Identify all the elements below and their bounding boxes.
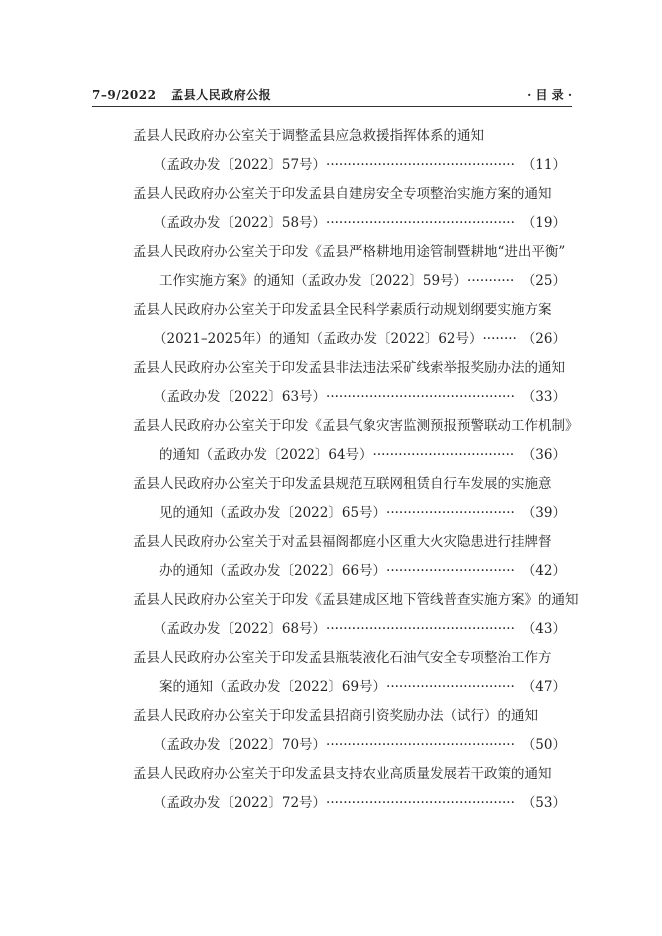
toc-entry[interactable]: [0, 127, 662, 185]
toc-entry[interactable]: [0, 765, 662, 823]
entry-doc-number: 工作实施方案》的通知（孟政办发〔2022〕59号）: [159, 273, 468, 289]
entry-page-number: （26）: [521, 331, 566, 347]
entry-page-number: （33）: [521, 389, 566, 405]
entry-title: 孟县人民政府办公室关于印发孟县非法违法采矿线索举报奖励办法的通知: [133, 360, 565, 376]
entry-page-number: （36）: [521, 447, 566, 463]
entry-title: 孟县人民政府办公室关于印发孟县支持农业高质量发展若干政策的通知: [133, 766, 552, 782]
entry-doc-line: [153, 330, 566, 348]
entry-title: 孟县人民政府办公室关于印发孟县自建房安全专项整治实施方案的通知: [133, 186, 552, 202]
entry-page-number: （39）: [521, 505, 566, 521]
entry-doc-line: [153, 388, 566, 406]
leader-dots: ············································: [326, 737, 515, 753]
entry-page-number: （25）: [521, 273, 566, 289]
entry-doc-number: 案的通知（孟政办发〔2022〕69号）: [159, 679, 387, 695]
entry-doc-number: （2021–2025年）的通知（孟政办发〔2022〕62号）: [153, 331, 483, 347]
section-label: · 目 录 ·: [527, 88, 572, 102]
entry-doc-number: 的通知（孟政办发〔2022〕64号）: [159, 447, 373, 463]
entry-doc-number: （孟政办发〔2022〕68号）: [153, 621, 327, 637]
entry-page-number: （53）: [521, 795, 566, 811]
toc-entry[interactable]: [0, 417, 662, 475]
entry-doc-number: （孟政办发〔2022〕57号）: [153, 157, 327, 173]
entry-title: 孟县人民政府办公室关于印发《孟县气象灾害监测预报预警联动工作机制》: [133, 418, 579, 434]
entry-title: 孟县人民政府办公室关于印发《孟县严格耕地用途管制暨耕地“进出平衡”: [133, 244, 566, 260]
leader-dots: ······························: [386, 563, 515, 579]
entry-doc-line: [153, 156, 566, 174]
toc-entry[interactable]: [0, 707, 662, 765]
entry-page-number: （47）: [521, 679, 566, 695]
entry-page-number: （42）: [521, 563, 566, 579]
entry-title: 孟县人民政府办公室关于印发孟县招商引资奖励办法（试行）的通知: [133, 708, 538, 724]
entry-doc-number: （孟政办发〔2022〕63号）: [153, 389, 327, 405]
entry-doc-number: （孟政办发〔2022〕72号）: [153, 795, 327, 811]
toc-entry[interactable]: [0, 359, 662, 417]
entry-title: 孟县人民政府办公室关于印发《孟县建成区地下管线普查实施方案》的通知: [133, 592, 579, 608]
leader-dots: ············································: [326, 215, 515, 231]
entry-page-number: （43）: [521, 621, 566, 637]
toc-entry[interactable]: [0, 649, 662, 707]
entry-page-number: （50）: [521, 737, 566, 753]
leader-dots: ······························: [386, 505, 515, 521]
page-header: [92, 84, 572, 107]
entry-doc-line: [153, 620, 566, 638]
entry-title: 孟县人民政府办公室关于调整孟县应急救援指挥体系的通知: [133, 128, 484, 144]
toc-entry[interactable]: [0, 185, 662, 243]
entry-title: 孟县人民政府办公室关于印发孟县全民科学素质行动规划纲要实施方案: [133, 302, 552, 318]
entry-doc-line: [159, 446, 566, 464]
toc-entry[interactable]: [0, 243, 662, 301]
entry-doc-line: [153, 794, 566, 812]
entry-title: 孟县人民政府办公室关于印发孟县瓶装液化石油气安全专项整治工作方: [133, 650, 552, 666]
entry-title: 孟县人民政府办公室关于印发孟县规范互联网租赁自行车发展的实施意: [133, 476, 552, 492]
toc-entry[interactable]: [0, 591, 662, 649]
leader-dots: ······························: [386, 679, 515, 695]
toc-entry[interactable]: [0, 475, 662, 533]
entry-page-number: （11）: [521, 157, 566, 173]
leader-dots: ········: [482, 331, 517, 347]
entry-doc-number: 见的通知（孟政办发〔2022〕65号）: [159, 505, 387, 521]
entry-doc-line: [159, 272, 566, 290]
toc-entry[interactable]: [0, 301, 662, 359]
header-left: [92, 86, 271, 103]
entry-doc-number: 办的通知（孟政办发〔2022〕66号）: [159, 563, 387, 579]
leader-dots: ············································: [326, 795, 515, 811]
toc-entry[interactable]: [0, 533, 662, 591]
leader-dots: ············································: [326, 389, 515, 405]
entry-doc-line: [153, 214, 566, 232]
entry-title: 孟县人民政府办公室关于对孟县福阁都庭小区重大火灾隐患进行挂牌督: [133, 534, 552, 550]
leader-dots: ············································: [326, 621, 515, 637]
entry-doc-line: [153, 736, 566, 754]
leader-dots: ·································: [372, 447, 515, 463]
entry-page-number: （19）: [521, 215, 566, 231]
entry-doc-line: [159, 562, 566, 580]
entry-doc-number: （孟政办发〔2022〕70号）: [153, 737, 327, 753]
leader-dots: ···········: [467, 273, 515, 289]
entry-doc-line: [159, 678, 566, 696]
entry-doc-number: （孟政办发〔2022〕58号）: [153, 215, 327, 231]
entry-doc-line: [159, 504, 566, 522]
issue-number: 7–9/2022: [92, 88, 157, 102]
leader-dots: ············································: [326, 157, 515, 173]
publication-title: 孟县人民政府公报: [171, 88, 272, 102]
